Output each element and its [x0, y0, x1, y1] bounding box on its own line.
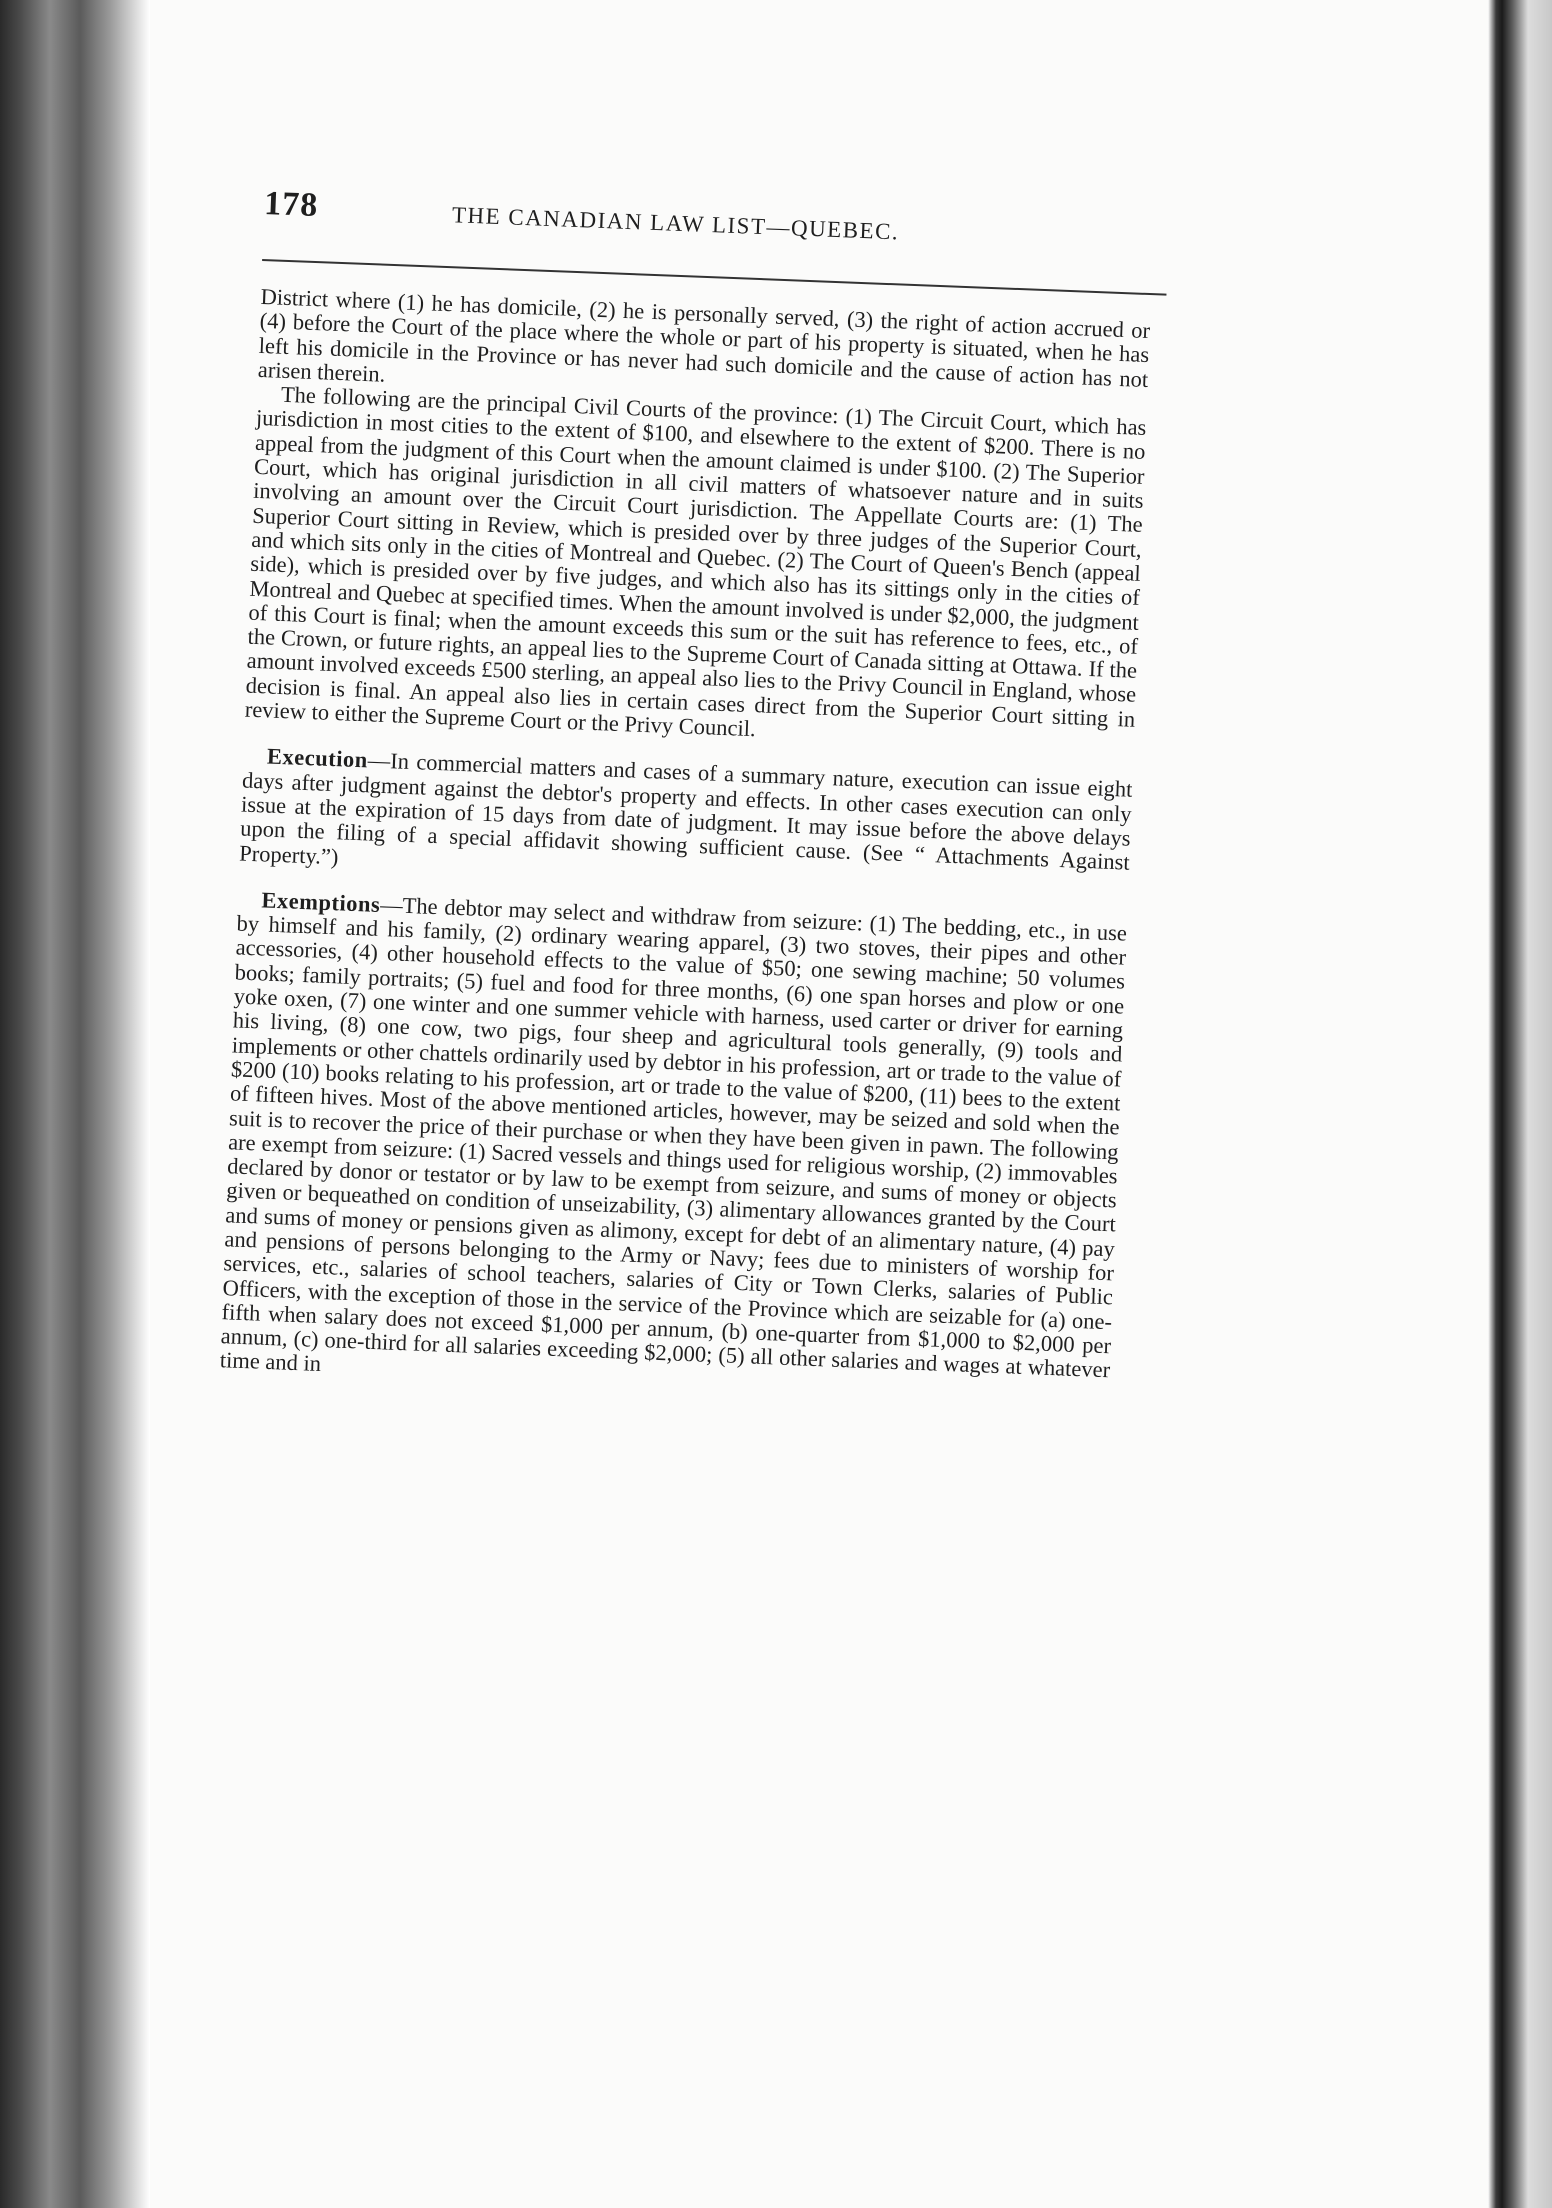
- paragraph-exemptions: [219, 887, 1127, 1407]
- page-number: 178: [263, 185, 319, 225]
- paragraph-district: District where (1) he has domicile, (2) he is personally served, (3) the right of action accrued or (4) before the Court of the place where the whole or part of his property is situated, when he has left his domicile in the Province or has never had such domicile and the cause of action has not arisen therein.: [257, 283, 1151, 392]
- execution-heading: Execution: [266, 743, 369, 773]
- execution-text: —In commercial matters and cases of a summary nature, execution can issue eight days after judgment against the debtor's property and effects. In other cases execution can only issue at the expiration of 15 days from date of judgment. It may issue before the above delays upon the filing of a special affidavit showing sufficient cause. (See “ Attachments Against Property.”): [238, 747, 1133, 875]
- running-title: THE CANADIAN LAW LIST—QUEBEC.: [451, 202, 900, 245]
- paragraph-civil-courts: The following are the principal Civil Courts of the province: (1) The Circuit Court, which has jurisdiction in most cities to the extent of $100, and elsewhere to the extent of $200. There is no appeal from the judgment of this Court when the amount claimed is under $100. (2) The Superior Court, which has original jurisdiction in all civil matters of whatsoever nature and in suits involving an amount over the Circuit Court jurisdiction. The Appellate Courts are: (1) The Superior Court sitting in Review, which is presided over by three judges of the Superior Court, and which sits only in the cities of Montreal and Quebec. (2) The Court of Queen's Bench (appeal side), which is presided over by five judges, and which also has its sittings only in the cities of Montreal and Quebec at specified times. When the amount involved is under $2,000, the judgment of this Court is final; when the amount exceeds this sum or the suit has reference to fees, etc., of the Crown, or future rights, an appeal lies to the Supreme Court of Canada sitting at Ottawa. If the amount involved exceeds £500 sterling, an appeal also lies to the Privy Council in England, whose decision is final. An appeal also lies in certain cases direct from the Superior Court sitting in review to either the Supreme Court or the Privy Council.: [244, 381, 1147, 742]
- page-content: [219, 185, 1154, 1407]
- book-left-edge: [0, 0, 150, 2208]
- exemptions-text: —The debtor may select and withdraw from seizure: (1) The bedding, etc., in use by himself and his family, (2) ordinary wearing apparel, (3) two stoves, their pipes and other accessories, (4) other household effects to the value of $50; one sewing machine; 50 volumes books; family portraits; (5) fuel and food for three months, (6) one span horses and plow or one yoke oxen, (7) one winter and one summer vehicle with harness, used carter or driver for earning his living, (8) one cow, two pigs, four sheep and agricultural tools generally, (9) tools and implements or other chattels ordinarily used by debtor in his profession, art or trade to the value of $200 (10) books relating to his profession, art or trade to the value of $200, (11) bees to the extent of fifteen hives. Most of the above mentioned articles, however, may be seized and sold when the suit is to recover the price of their purchase or when they have been given in pawn. The following are exempt from seizure: (1) Sacred vessels and things used for religious worship, (2) immovables declared by donor or testator or by law to be exempt from seizure, and sums of money or objects given or bequeathed on condition of unseizability, (3) alimentary allowances granted by the Court and sums of money or pensions given as alimony, except for debt of an alimentary nature, (4) pay and pensions of persons belonging to the Army or Navy; fees due to ministers of worship for services, etc., salaries of school teachers, salaries of City or Town Clerks, salaries of Public Officers, with the exception of those in the service of the Province which are seizable for (a) one-fifth when salary does not exceed $1,000 per annum, (b) one-quarter from $1,000 to $2,000 per annum, (c) one-third for all salaries exceeding $2,000; (5) all other salaries and wages at whatever time and in: [219, 891, 1128, 1383]
- exemptions-heading: Exemptions: [261, 887, 381, 917]
- book-right-edge: [1488, 0, 1552, 2208]
